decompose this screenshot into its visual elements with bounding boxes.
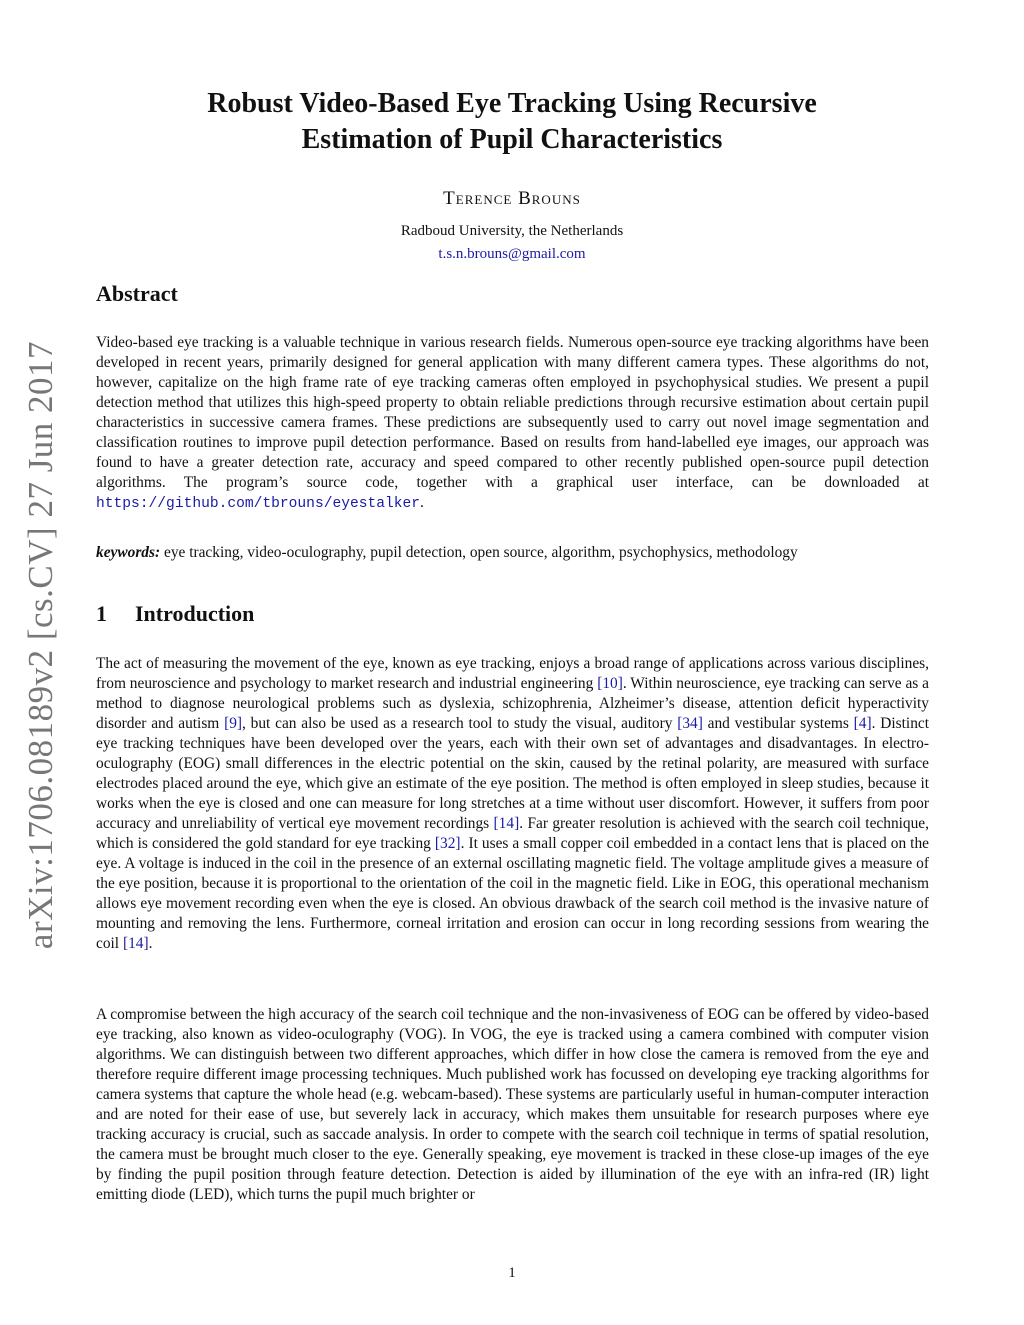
section-heading-introduction	[96, 601, 254, 627]
section-title: Introduction	[135, 601, 255, 626]
paper-title	[96, 86, 928, 158]
keywords-line	[96, 543, 956, 563]
page-number: 1	[508, 1265, 516, 1281]
section-number: 1	[96, 601, 107, 626]
intro-text: . Distinct eye tracking techniques have been developed over the years, each with their own set of advantages and disadvantages. In electro-oculography (EOG) small differences in the electric potential on the skin, caused by the retinal polarity, are measured with surface electrodes placed around the eye, which give an estimate of the eye position. The method is often employed in sleep studies, because it works when the eye is closed and one can measure for long stretches at a time without user discomfort. However, it suffers from poor accuracy and unreliability of vertical eye movement recordings	[96, 715, 929, 832]
citation-link[interactable]: [34]	[677, 715, 703, 732]
title-line-2: Estimation of Pupil Characteristics	[301, 124, 723, 155]
keywords-label: keywords:	[96, 544, 161, 561]
arxiv-identifier-text: arXiv:1706.08189v2 [cs.CV] 27 Jun 2017	[21, 340, 60, 950]
title-line-1: Robust Video-Based Eye Tracking Using Recursive	[207, 88, 817, 119]
citation-link[interactable]: [4]	[853, 715, 872, 732]
author-affiliation: Radboud University, the Netherlands	[400, 223, 624, 239]
citation-link[interactable]: [14]	[122, 935, 149, 952]
intro-paragraph-1	[96, 654, 929, 954]
intro-text: The act of measuring the movement of the eye, known as eye tracking, enjoys a broad range of applications across various disciplines, from neuroscience and psychology to market research and industrial engineering	[96, 655, 929, 692]
abstract-body	[96, 333, 929, 514]
author-name: Terence Brouns	[443, 188, 581, 209]
citation-link[interactable]: [9]	[224, 715, 243, 732]
citation-link[interactable]: [32]	[434, 835, 461, 852]
intro-text: . It uses a small copper coil embedded in a contact lens that is placed on the eye. A voltage is induced in the coil in the presence of an external oscillating magnetic field. The voltage amplitude gives a measure of the eye position, because it is proportional to the orientation of the coil in the magnetic field. Like in EOG, this operational mechanism allows eye movement recording even when the eye is closed. An obvious drawback of the search coil method is the invasive nature of mounting and removing the lens. Furthermore, corneal irritation and erosion can occur in long recording sessions from wearing the coil	[96, 835, 929, 952]
abstract-text: Video-based eye tracking is a valuable technique in various research fields. Numerous open-source eye tracking algorithms have been developed in recent years, primarily designed for general application with many different camera types. These algorithms do not, however, capitalize on the high frame rate of eye tracking cameras often employed in psychophysical studies. We present a pupil detection method that utilizes this high-speed property to obtain reliable predictions through recursive estimation about certain pupil characteristics in successive camera frames. These predictions are subsequently used to carry out novel image segmentation and classification routines to improve pupil detection performance. Based on results from hand-labelled eye images, our approach was found to have a greater detection rate, accuracy and speed compared to other recently published open-source pupil detection algorithms. The program’s source code, together with a graphical user interface, can be downloaded at	[96, 334, 929, 491]
author-email-link[interactable]: t.s.n.brouns@gmail.com	[438, 246, 586, 262]
source-code-link[interactable]: https://github.com/tbrouns/eyestalker	[96, 496, 421, 512]
citation-link[interactable]: [14]	[493, 815, 520, 832]
intro-text: , but can also be used as a research tool to study the visual, auditory	[242, 715, 678, 732]
intro-paragraph-2: A compromise between the high accuracy of the search coil technique and the non-invasiveness of EOG can be offered by video-based eye tracking, also known as video-oculography (VOG). In VOG, the eye is tracked using a camera combined with computer vision algorithms. We can distinguish between two different approaches, which differ in how close the camera is removed from the eye and therefore require different image processing techniques. Much published work has focussed on developing eye tracking algorithms for camera systems that capture the whole head (e.g. webcam-based). These systems are particularly useful in human-computer interaction and are noted for their ease of use, but severely lack in accuracy, which makes them unsuitable for research purposes where eye tracking accuracy is crucial, such as saccade analysis. In order to compete with the search coil technique in terms of spatial resolution, the camera must be brought much closer to the eye. Generally speaking, eye movement is tracked in these close-up images of the eye by finding the pupil position through feature detection. Detection is aided by illumination of the eye with an infra-red (IR) light emitting diode (LED), which turns the pupil much brighter or	[96, 1006, 929, 1203]
intro-text: . Far greater resolution is achieved with the search coil technique, which is considered the gold standard for eye tracking	[96, 815, 929, 852]
intro-text: . Within neuroscience, eye tracking can serve as a method to diagnose neurological problems such as dyslexia, schizophrenia, Alzheimer’s disease, attention deficit hyperactivity disorder and autism	[96, 675, 930, 732]
intro-text: and vestibular systems	[702, 715, 854, 732]
intro-text: .	[148, 935, 153, 952]
arxiv-identifier-stamp	[18, 340, 64, 950]
abstract-end: .	[420, 494, 424, 511]
abstract-heading: Abstract	[96, 281, 178, 306]
keywords-text: eye tracking, video-oculography, pupil detection, open source, algorithm, psychophysics, methodology	[163, 544, 798, 561]
citation-link[interactable]: [10]	[597, 675, 623, 692]
